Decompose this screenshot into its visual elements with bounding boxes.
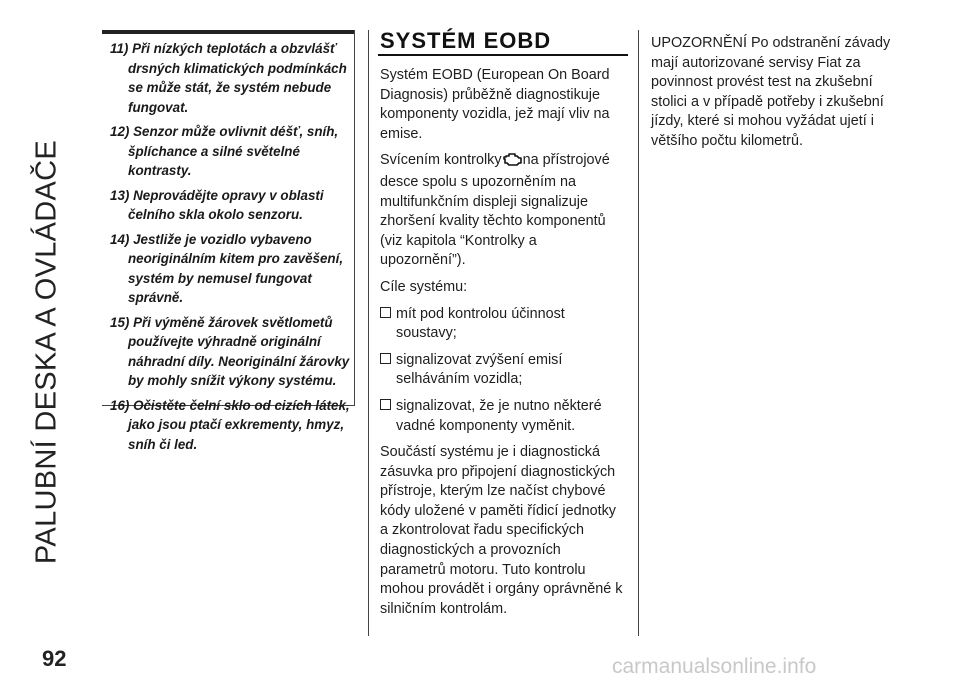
warnings-box bbox=[102, 30, 355, 452]
column-divider-left bbox=[368, 30, 369, 636]
goal-item bbox=[380, 351, 626, 390]
goals-title: Cíle systému: bbox=[380, 278, 468, 295]
section-heading: SYSTÉM EOBD bbox=[380, 28, 552, 53]
heading-rule bbox=[378, 54, 628, 56]
checkbox-bullet-icon bbox=[380, 399, 391, 410]
side-section-title-text: PALUBNÍ DESKA A OVLÁDAČE bbox=[30, 139, 63, 565]
engine-check-icon bbox=[503, 152, 522, 173]
page-number: 92 bbox=[42, 646, 67, 671]
goal-text: signalizovat zvýšení emisí selháváním vozidla; bbox=[396, 351, 563, 388]
lamp-text-after: na přístrojové desce spolu s upozorněním na multifunkčním displeji signalizuje zhoršení kvality těchto komponentů (viz kapitola “Kontrolky a upozornění”). bbox=[380, 152, 610, 269]
checkbox-bullet-icon bbox=[380, 353, 391, 364]
warning-item: 13) Neprovádějte opravy v oblasti čelního skla okolo senzoru. bbox=[110, 187, 324, 222]
notice-column bbox=[651, 34, 891, 152]
column-divider-right bbox=[638, 30, 639, 636]
goal-text: mít pod kontrolou účinnost soustavy; bbox=[396, 305, 565, 342]
goal-text: signalizovat, že je nutno některé vadné komponenty vyměnit. bbox=[396, 397, 602, 434]
goal-item bbox=[380, 305, 626, 344]
warning-item: 16) Očistěte čelní sklo od cizích látek, jako jsou ptačí exkrementy, hmyz, sníh či led. bbox=[110, 397, 350, 452]
warning-item: 14) Jestliže je vozidlo vybaveno neoriginálním kitem pro zavěšení, systém by nemusel fungovat správně. bbox=[110, 231, 344, 305]
diagnostics-paragraph: Součástí systému je i diagnostická zásuvka pro připojení diagnostických přístroje, kterým lze načíst chybové kódy uložené v paměti řídicí jednotky a zkontrolovat řadu specifických diagnostických a provozních parametrů motoru. Tuto kontrolu mohou provádět i orgány oprávněné k silničním kontrolám. bbox=[380, 444, 623, 617]
warnings-list bbox=[110, 39, 350, 459]
goal-item bbox=[380, 397, 626, 436]
warning-item: 11) Při nízkých teplotách a obzvlášť drsných klimatických podmínkách se může stát, že systém nebude fungovat. bbox=[110, 41, 347, 115]
warning-item: 12) Senzor může ovlivnit déšť, sníh, šplíchance a silné světelné kontrasty. bbox=[110, 124, 339, 178]
warning-item: 15) Při výměně žárovek světlometů používejte výhradně originální náhradní díly. Neoriginální žárovky by mohly snížit výkony systému. bbox=[110, 314, 350, 388]
checkbox-bullet-icon bbox=[380, 307, 391, 318]
intro-paragraph: Systém EOBD (European On Board Diagnosis) průběžně diagnostikuje komponenty vozidla, jež mají vliv na emise. bbox=[380, 67, 610, 142]
lamp-text-before: Svícením kontrolky bbox=[380, 152, 502, 169]
warnings-top-rule bbox=[102, 30, 354, 34]
lamp-paragraph bbox=[380, 151, 626, 271]
notice-paragraph: UPOZORNĚNÍ Po odstranění závady mají autorizované servisy Fiat za povinnost provést test na zkušební stolici a v případě potřeby i zkušební jízdy, které si mohou vyžádat ujetí i většího počtu kilometrů. bbox=[651, 35, 891, 149]
main-column bbox=[380, 66, 626, 626]
watermark: carmanualsonline.info bbox=[612, 655, 817, 678]
